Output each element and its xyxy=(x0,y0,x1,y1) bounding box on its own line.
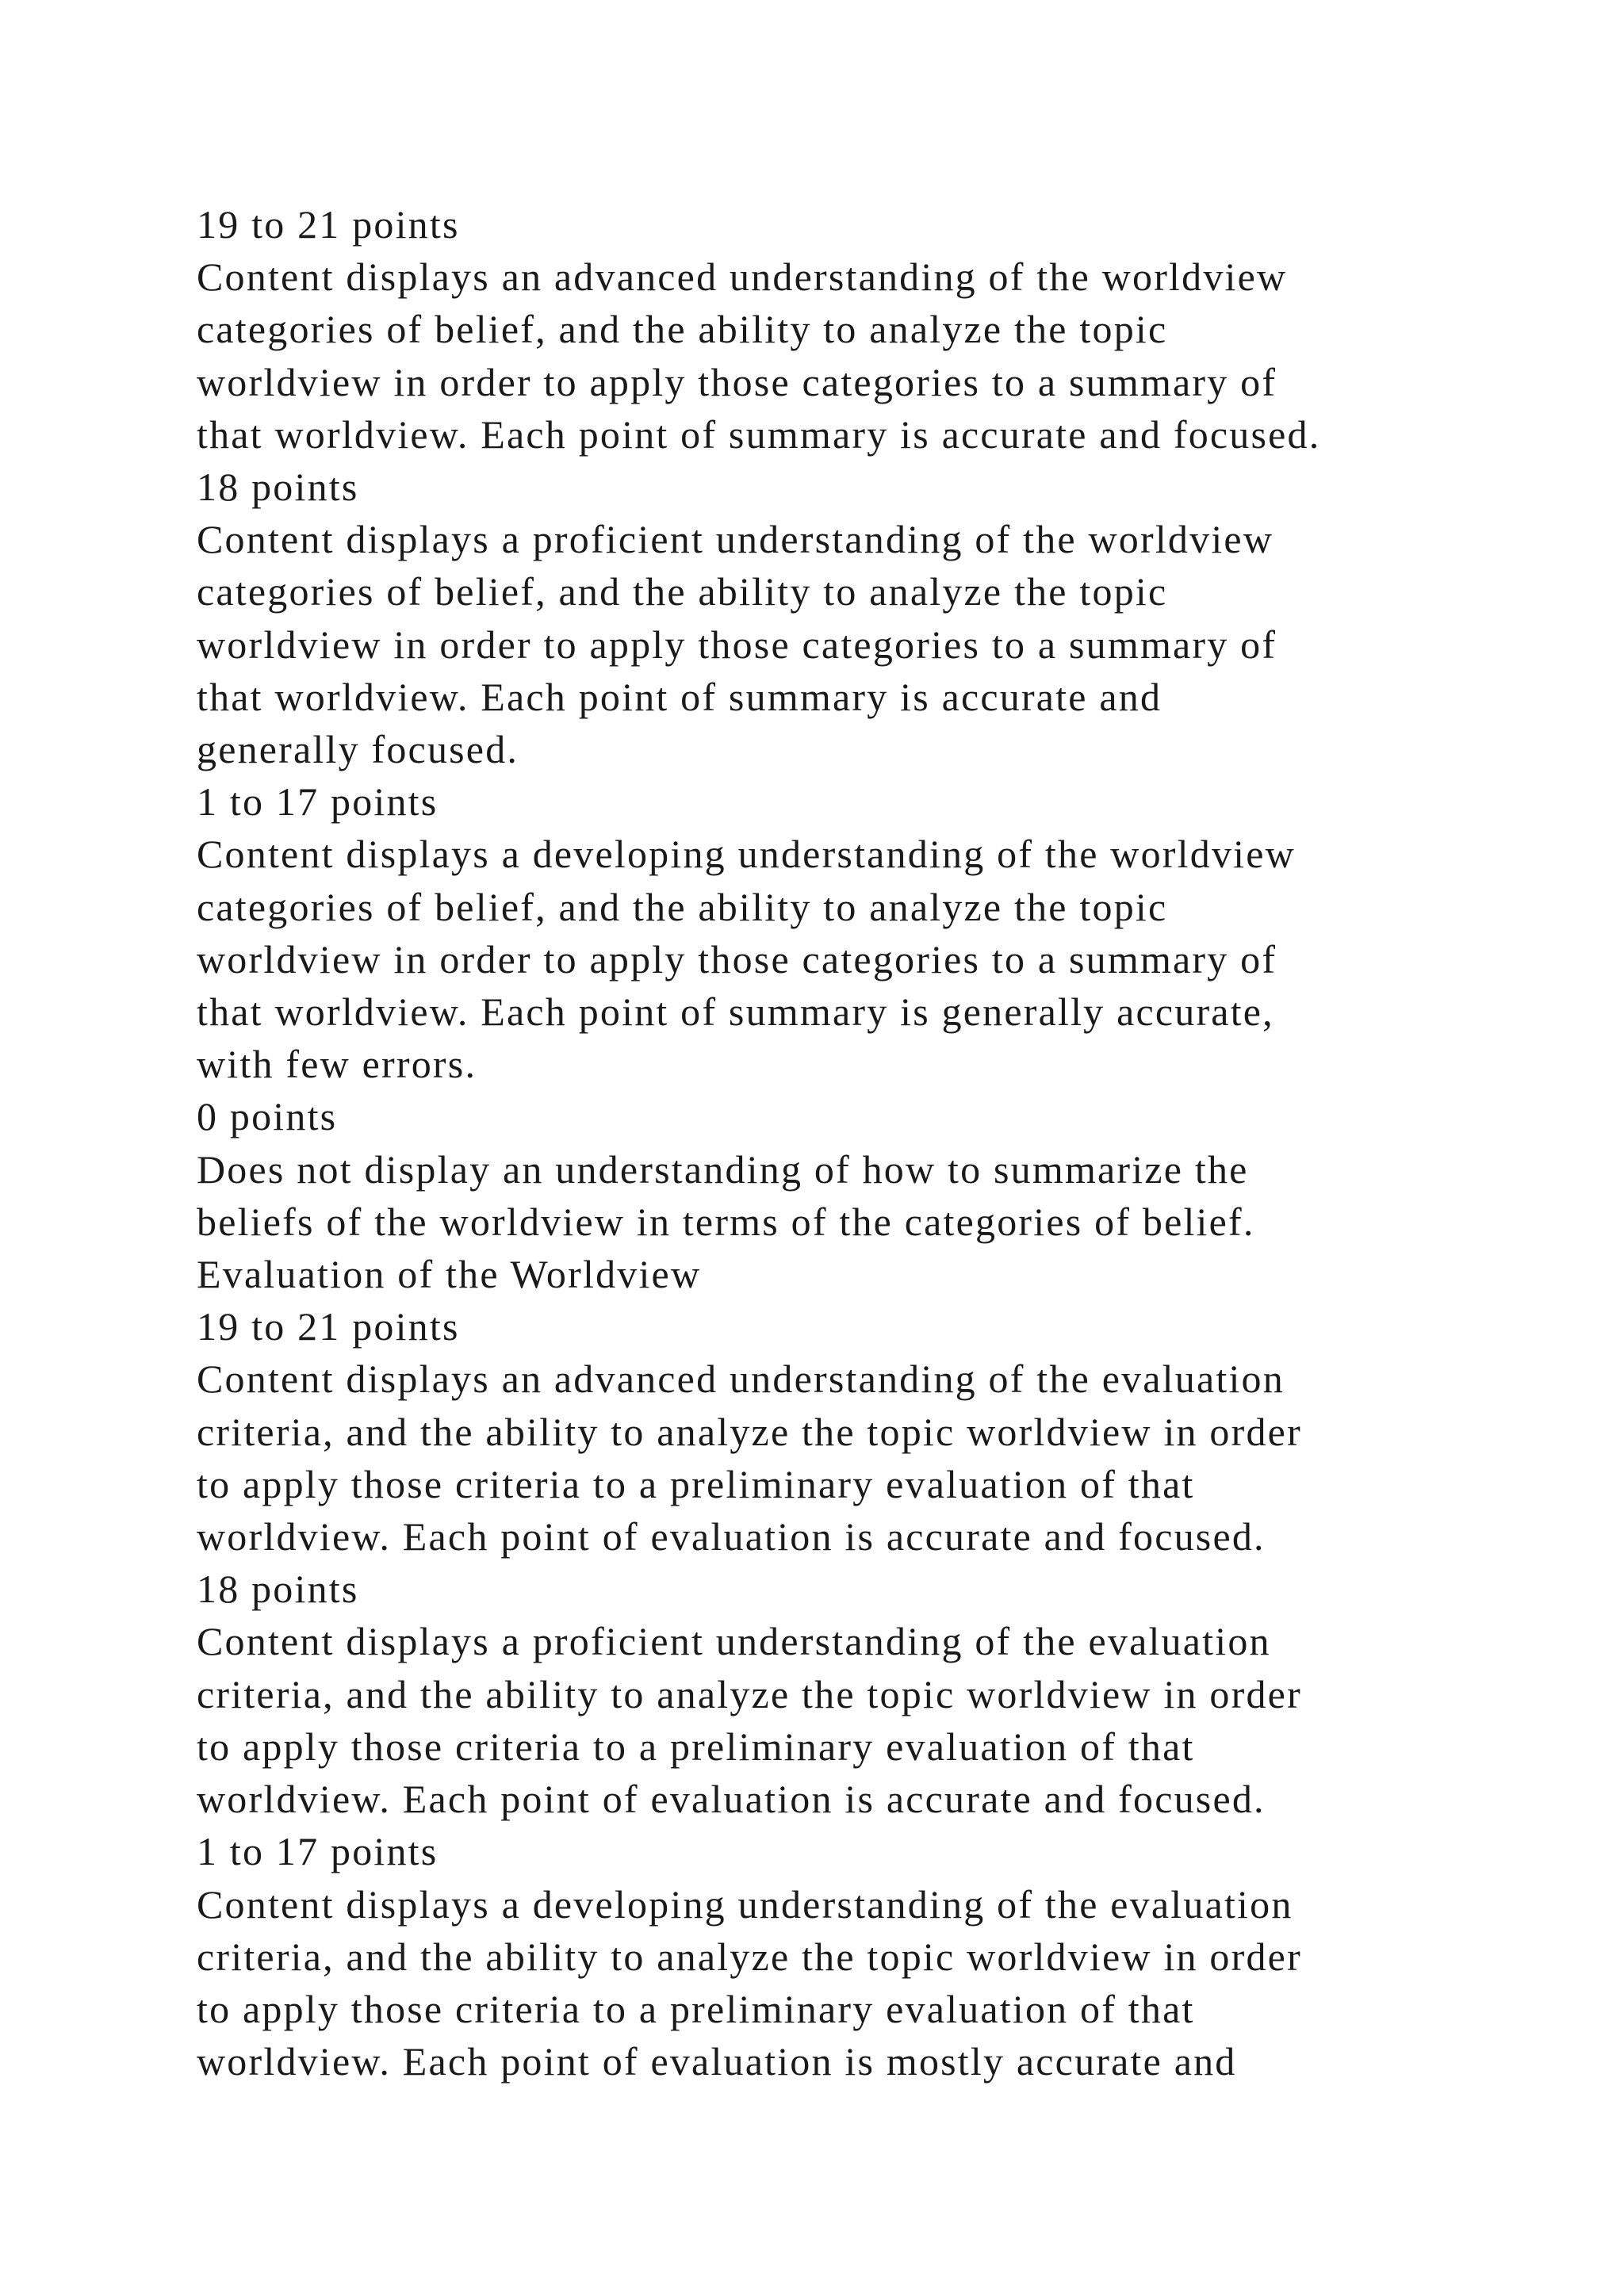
rubric-text-line: generally focused. xyxy=(197,727,519,772)
rubric-text-line: criteria, and the ability to analyze the topic worldview in order xyxy=(197,1671,1302,1716)
rubric-text-line: worldview. Each point of evaluation is accurate and focused. xyxy=(197,1777,1266,1822)
rubric-text-line: that worldview. Each point of summary is accurate and focused. xyxy=(197,411,1321,457)
rubric-text-line: categories of belief, and the ability to analyze the topic xyxy=(197,884,1168,929)
rubric-text-line: criteria, and the ability to analyze the topic worldview in order xyxy=(197,1409,1302,1454)
rubric-text-line: criteria, and the ability to analyze the topic worldview in order xyxy=(197,1934,1302,1979)
rubric-text-line: worldview in order to apply those categories to a summary of xyxy=(197,359,1277,404)
rubric-text-line: Content displays a proficient understanding of the evaluation xyxy=(197,1619,1271,1664)
rubric-text-line: categories of belief, and the ability to analyze the topic xyxy=(197,569,1168,614)
rubric-text-line: that worldview. Each point of summary is generally accurate, xyxy=(197,989,1274,1035)
rubric-text-line: Does not display an understanding of how to summarize the xyxy=(197,1146,1249,1192)
rubric-text-line: Content displays an advanced understanding of the worldview xyxy=(197,254,1288,300)
score-range-heading: 18 points xyxy=(197,465,359,510)
score-range-heading: 0 points xyxy=(197,1094,338,1139)
document-page xyxy=(197,198,1505,2087)
rubric-text-line: categories of belief, and the ability to analyze the topic xyxy=(197,307,1168,352)
rubric-text-line: with few errors. xyxy=(197,1042,477,1087)
rubric-text-line: worldview in order to apply those categories to a summary of xyxy=(197,936,1277,982)
rubric-text-line: Content displays an advanced understanding of the evaluation xyxy=(197,1357,1285,1402)
rubric-text-line: Content displays a developing understanding of the evaluation xyxy=(197,1881,1293,1927)
score-range-heading: 19 to 21 points xyxy=(197,202,460,247)
rubric-text-line: that worldview. Each point of summary is accurate and xyxy=(197,674,1162,719)
rubric-text-line: Content displays a developing understanding of the worldview xyxy=(197,832,1296,877)
score-range-heading: 1 to 17 points xyxy=(197,779,439,825)
rubric-text-line: worldview in order to apply those categories to a summary of xyxy=(197,622,1277,667)
score-range-heading: 1 to 17 points xyxy=(197,1829,439,1874)
section-heading: Evaluation of the Worldview xyxy=(197,1252,702,1297)
rubric-text-line: Content displays a proficient understanding of the worldview xyxy=(197,517,1274,562)
score-range-heading: 18 points xyxy=(197,1567,359,1612)
rubric-text-line: to apply those criteria to a preliminary evaluation of that xyxy=(197,1986,1195,2031)
rubric-text-line: to apply those criteria to a preliminary evaluation of that xyxy=(197,1461,1195,1506)
rubric-text-line: beliefs of the worldview in terms of the categories of belief. xyxy=(197,1199,1255,1244)
rubric-text-line: worldview. Each point of evaluation is accurate and focused. xyxy=(197,1514,1266,1559)
rubric-text-line: worldview. Each point of evaluation is mostly accurate and xyxy=(197,2039,1237,2084)
rubric-text-line: to apply those criteria to a preliminary evaluation of that xyxy=(197,1724,1195,1769)
score-range-heading: 19 to 21 points xyxy=(197,1304,460,1349)
